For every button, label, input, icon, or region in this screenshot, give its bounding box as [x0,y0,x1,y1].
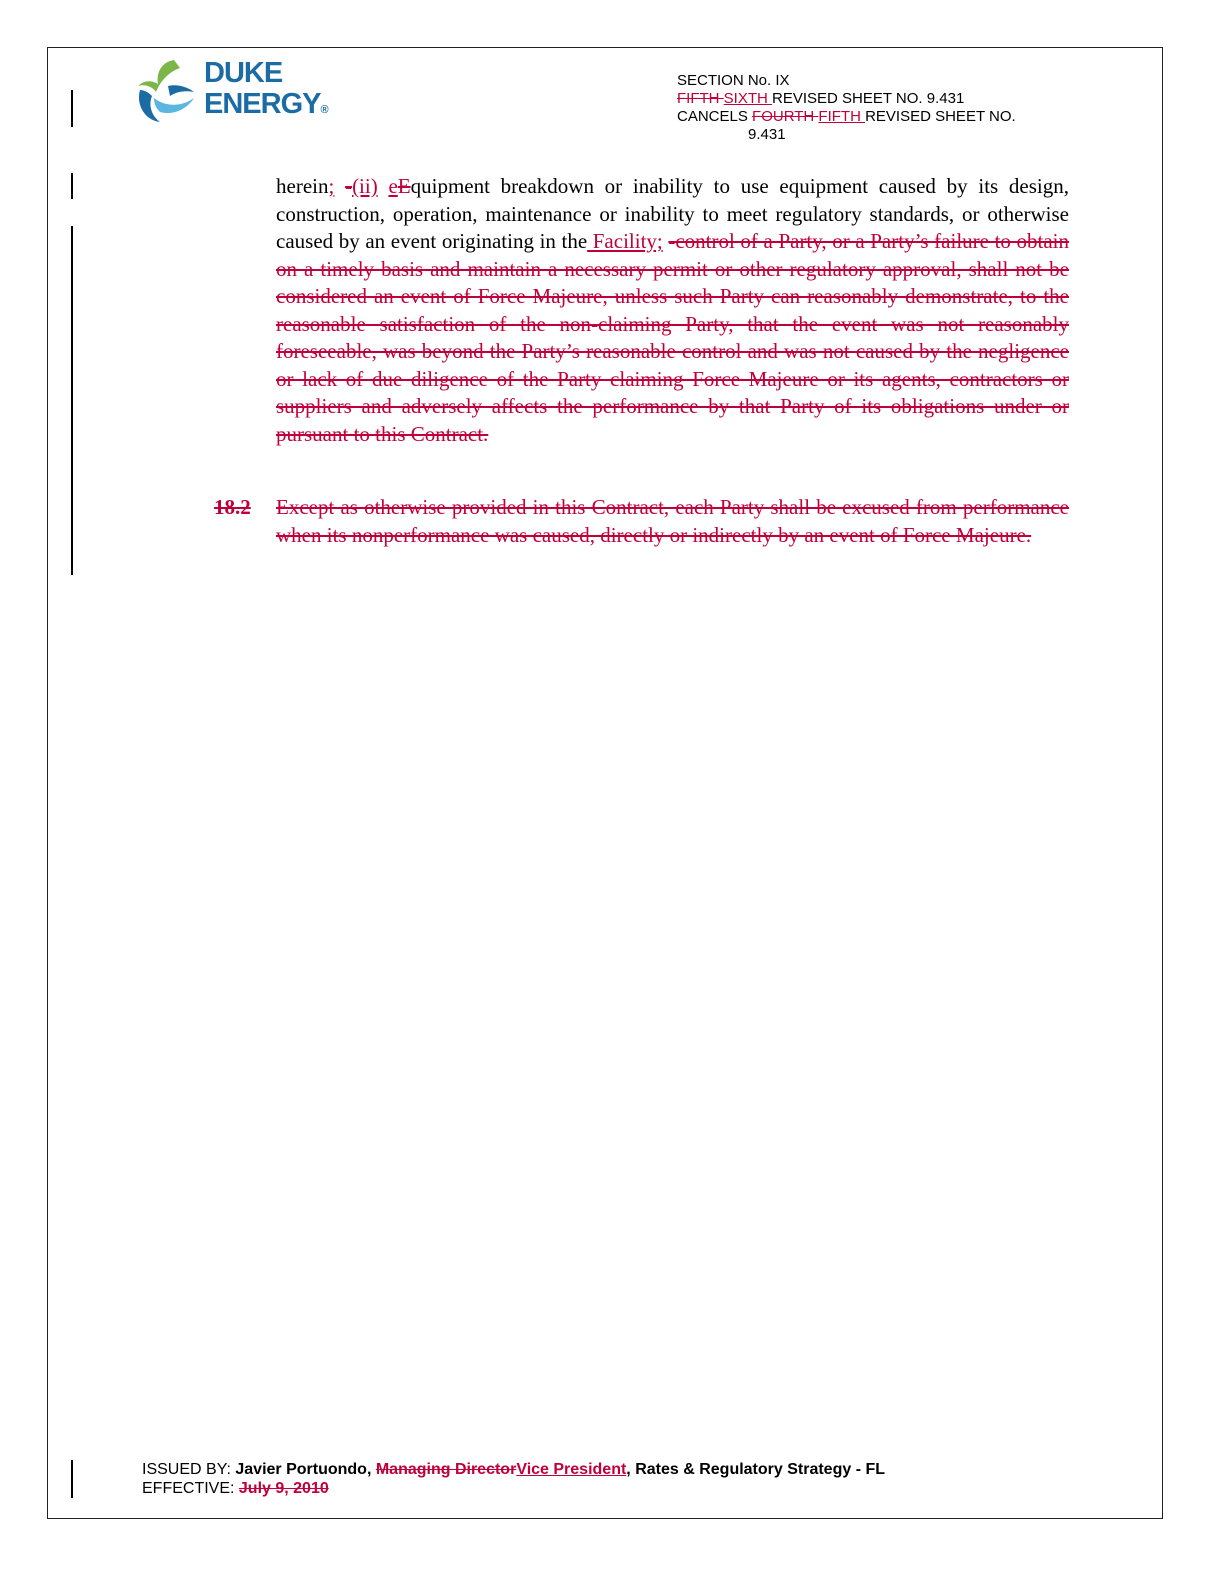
issuer-title: , Rates & Regulatory Strategy - FL [626,1461,886,1478]
inserted-text: Facility; [587,229,663,253]
deleted-text: July 9, 2010 [238,1480,329,1497]
cancels-label: CANCELS [677,108,753,125]
section-number-18-2: 18.2 [214,495,251,519]
change-bar [71,1460,73,1498]
issued-by-label: ISSUED BY: [142,1461,236,1478]
change-bar [71,226,73,575]
change-bar [71,173,73,199]
deleted-text: Managing Director [375,1461,517,1478]
paragraph-equipment-breakdown [276,173,1069,448]
deleted-text: FIFTH [677,90,724,107]
inserted-text: Vice President [516,1461,627,1478]
deleted-text: Except as otherwise provided in this Contract, each Party shall be excused from performance when its nonperformance was caused, directly or indirectly by an event of Force Majeure. [276,495,1069,547]
section-number: SECTION No. IX [677,72,790,89]
cancels-sheet-number: 9.431 [748,126,786,143]
logo-wordmark [204,58,329,126]
sheet-number-line [677,90,1016,108]
body-text: quipment breakdown or inability to use equipment caused by its design, construction, operation, maintenance or inability to meet regulatory standards, or otherwise caused by an event originating in the [276,174,1070,253]
deleted-text: FOURTH [752,108,819,125]
duke-energy-logo [134,58,344,128]
footer [142,1460,885,1498]
sheet-number-text: REVISED SHEET NO. 9.431 [772,90,965,107]
duke-energy-logo-icon [134,58,204,128]
inserted-text: FIFTH [818,108,866,125]
effective-line [142,1479,885,1498]
body-text: herein [276,174,329,198]
deleted-text: - [345,174,353,198]
inserted-text: SIXTH [723,90,772,107]
paragraph-18-2 [276,494,1069,549]
inserted-text: e [388,174,398,198]
inserted-text: ; [328,174,335,198]
change-bar [71,90,73,127]
deleted-text: -control of a Party, or a Party’s failure to obtain on a timely basis and maintain a necessary permit or other regulatory approval, shall not be considered an event of Force Majeure, unless such Party can reasonably demonstrate, to the reasonable satisfaction of the non-claiming Party, that the event was not reasonably foreseeable, was beyond the Party’s reasonable control and was not caused by the negligence or lack of due diligence of the Party claiming Force Majeure or its agents, contractors or suppliers and adversely affects the performance by that Party of its obligations under or pursuant to this Contract. [276,229,1070,446]
issued-by-line [142,1460,885,1479]
cancels-line [677,108,1016,126]
space [378,174,389,198]
logo-line-energy [204,89,329,126]
deleted-text: E [397,174,411,198]
issuer-name: Javier Portuondo, [235,1461,376,1478]
logo-line-energy-text: ENERGY [204,88,321,120]
space [334,174,345,198]
logo-line-duke: DUKE [204,57,283,89]
effective-label: EFFECTIVE: [142,1480,239,1497]
registered-mark: ® [320,104,329,116]
cancels-sheet-text: REVISED SHEET NO. [865,108,1016,125]
inserted-text: (ii) [352,174,378,198]
sheet-header [677,72,1016,144]
